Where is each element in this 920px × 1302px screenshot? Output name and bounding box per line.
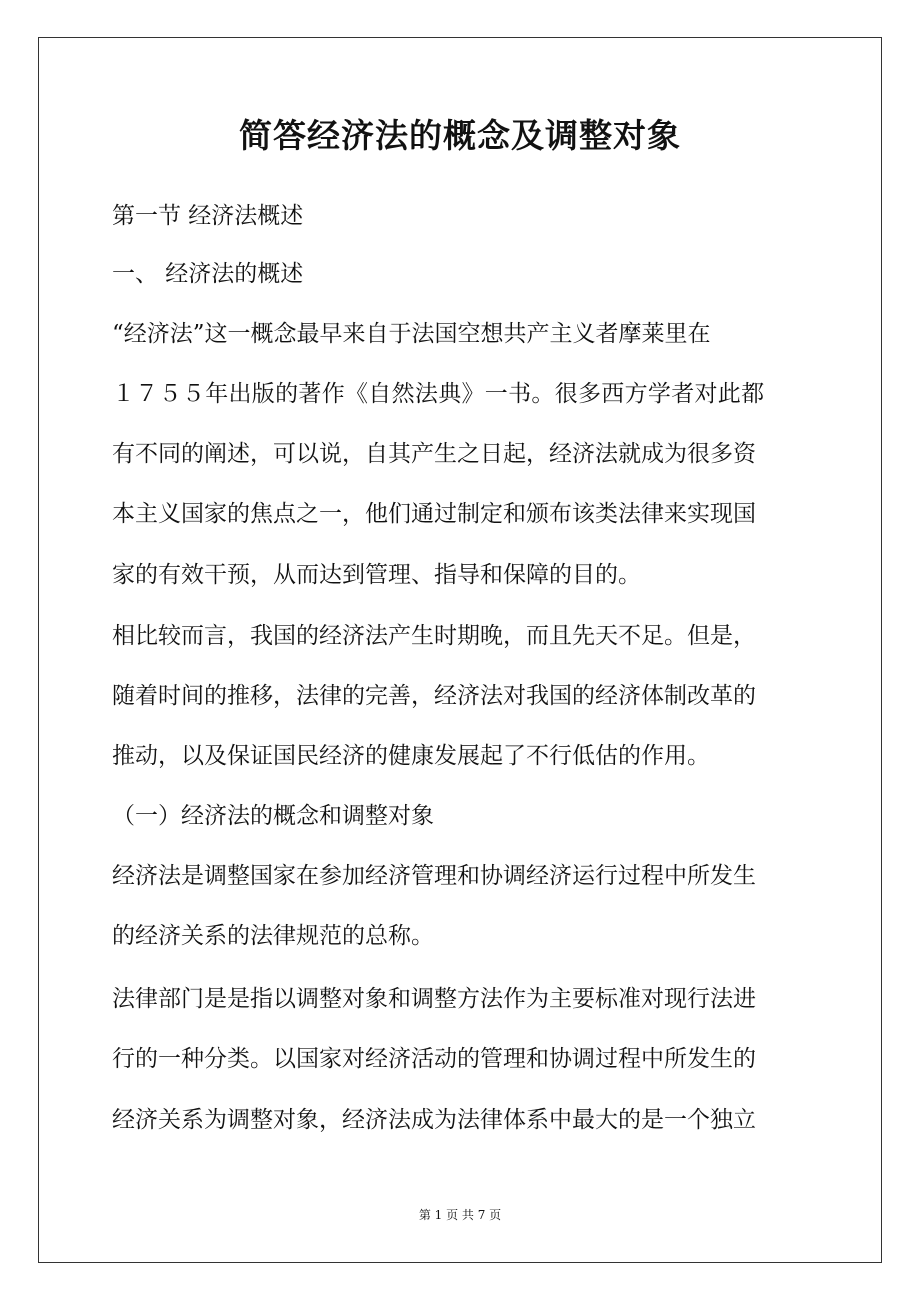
paragraph-line: 行的一种分类。以国家对经济活动的管理和协调过程中所发生的	[112, 1046, 756, 1072]
paragraph-line: １７５５年出版的著作《自然法典》一书。很多西方学者对此都	[112, 381, 765, 407]
paragraph-line: 有不同的阐述，可以说，自其产生之日起，经济法就成为很多资	[112, 441, 756, 467]
paragraph-line: 经济关系为调整对象，经济法成为法律体系中最大的是一个独立	[112, 1107, 756, 1133]
paragraph-line: 推动，以及保证国民经济的健康发展起了不行低估的作用。	[112, 743, 710, 769]
paragraph-line: 法律部门是是指以调整对象和调整方法作为主要标准对现行法进	[112, 986, 756, 1012]
page-number-footer: 第 1 页 共 7 页	[418, 1208, 502, 1222]
subsection-heading: 一、 经济法的概述	[112, 261, 304, 287]
document-title: 简答经济法的概念及调整对象	[239, 116, 681, 155]
paragraph-line: 随着时间的推移，法律的完善，经济法对我国的经济体制改革的	[112, 683, 756, 709]
section-heading: 第一节 经济法概述	[112, 203, 304, 229]
paragraph-line: 经济法是调整国家在参加经济管理和协调经济运行过程中所发生	[112, 863, 756, 889]
paragraph-line: 相比较而言，我国的经济法产生时期晚，而且先天不足。但是，	[112, 623, 756, 649]
paragraph-line: 家的有效干预，从而达到管理、指导和保障的目的。	[112, 562, 641, 588]
paragraph-line: “经济法”这一概念最早来自于法国空想共产主义者摩莱里在	[112, 321, 711, 347]
paragraph-line: 的经济关系的法律规范的总称。	[112, 923, 434, 949]
subsection-heading: （一）经济法的概念和调整对象	[112, 803, 434, 829]
paragraph-line: 本主义国家的焦点之一，他们通过制定和颁布该类法律来实现国	[112, 501, 756, 527]
